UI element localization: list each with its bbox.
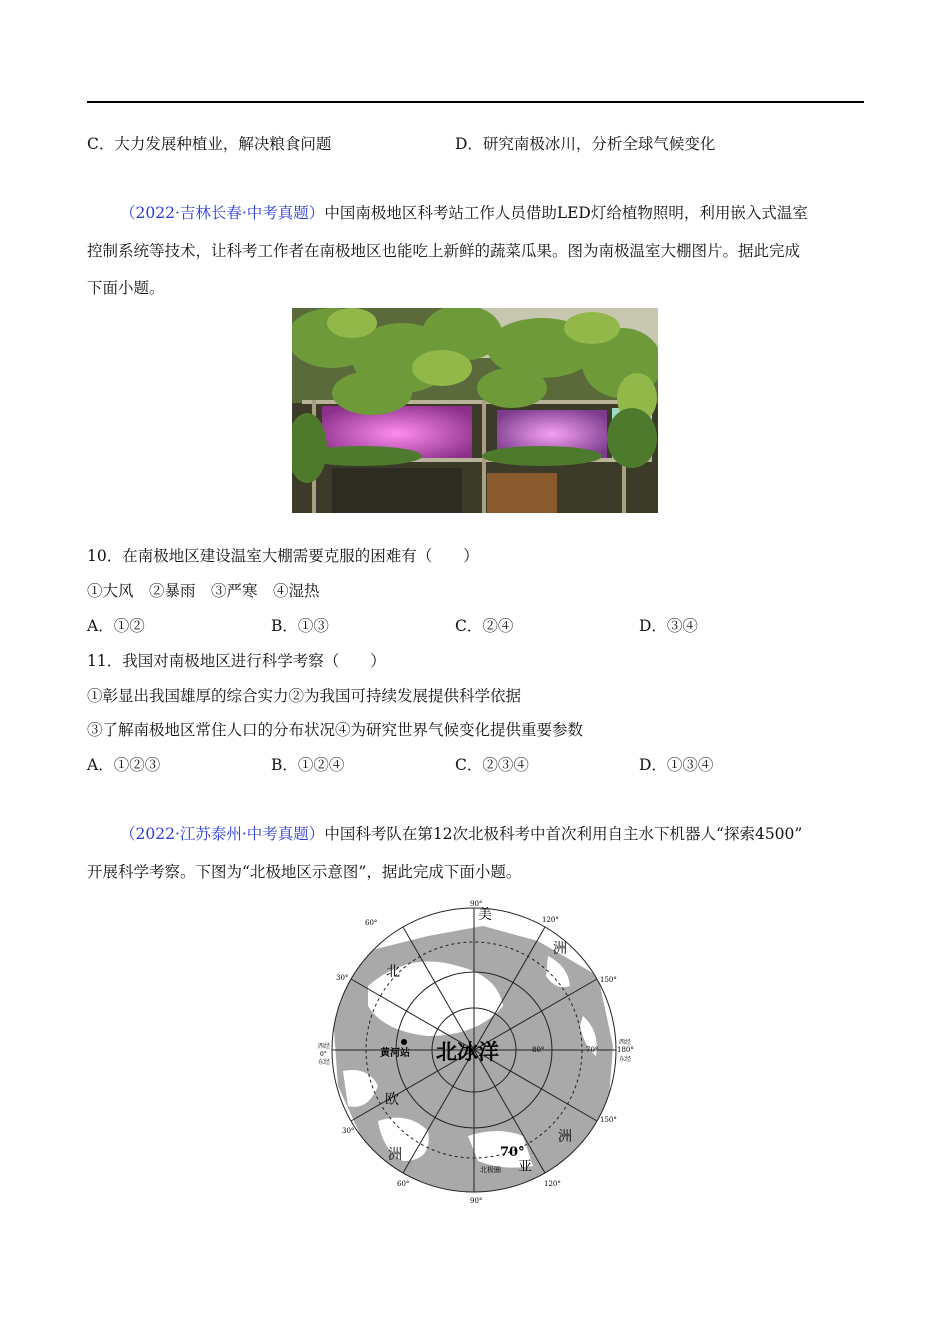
arctic-map (308, 896, 640, 1208)
svg-text:东经: 东经 (619, 1056, 632, 1063)
q10-option-c[interactable]: C．②④ (455, 617, 514, 635)
svg-text:90°: 90° (470, 1197, 483, 1205)
q10-items: ①大风 ②暴雨 ③严寒 ④湿热 (87, 582, 320, 600)
svg-text:150°: 150° (600, 976, 617, 984)
svg-text:洲: 洲 (553, 941, 567, 957)
svg-text:70°: 70° (586, 1046, 599, 1054)
huanghe-station-marker (401, 1039, 407, 1045)
svg-text:西经: 西经 (619, 1039, 632, 1046)
svg-text:洲: 洲 (388, 1147, 402, 1163)
svg-text:30°: 30° (336, 974, 349, 982)
q11-option-c[interactable]: C．②③④ (455, 756, 529, 774)
svg-text:80°: 80° (532, 1046, 545, 1054)
svg-text:北: 北 (386, 964, 400, 980)
q11-option-d[interactable]: D．①③④ (639, 756, 714, 774)
q11-option-b[interactable]: B．①②④ (271, 756, 345, 774)
passage2-line1: （2022·江苏泰州·中考真题）中国科考队在第12次北极科考中首次利用自主水下机器人“探索4500” (120, 825, 803, 843)
option-d: D．研究南极冰川，分析全球气候变化 (455, 135, 716, 153)
passage1-line1: （2022·吉林长春·中考真题）中国南极地区科考站工作人员借助LED灯给植物照明，利用嵌入式温室 (120, 204, 808, 222)
passage1-source: （2022·吉林长春·中考真题） (120, 204, 325, 222)
passage2-source: （2022·江苏泰州·中考真题） (120, 825, 325, 843)
header-rule (87, 101, 864, 103)
q10-option-d[interactable]: D．③④ (639, 617, 698, 635)
svg-text:北极圈: 北极圈 (480, 1166, 501, 1174)
greenhouse-photo (292, 308, 658, 513)
map-station-label: 黄河站 (380, 1048, 410, 1059)
option-c: C．大力发展种植业，解决粮食问题 (87, 135, 332, 153)
svg-text:60°: 60° (365, 919, 378, 927)
svg-text:30°: 30° (342, 1127, 355, 1135)
passage1-line2: 控制系统等技术，让科考工作者在南极地区也能吃上新鲜的蔬菜瓜果。图为南极温室大棚图片。据此完成 (87, 242, 801, 260)
svg-text:亚: 亚 (518, 1159, 532, 1175)
q11-items2: ③了解南极地区常住人口的分布状况④为研究世界气候变化提供重要参数 (87, 721, 584, 739)
svg-text:120°: 120° (544, 1180, 561, 1188)
svg-text:60°: 60° (397, 1180, 410, 1188)
svg-text:90°: 90° (470, 900, 483, 908)
map-ocean-label: 北冰洋 (436, 1039, 499, 1064)
svg-text:180°: 180° (617, 1046, 634, 1054)
svg-text:150°: 150° (600, 1116, 617, 1124)
svg-text:120°: 120° (542, 916, 559, 924)
svg-text:美: 美 (478, 907, 492, 923)
q11-option-a[interactable]: A．①②③ (87, 756, 161, 774)
q11-stem: 11．我国对南极地区进行科学考察（ ） (87, 652, 386, 670)
q11-items1: ①彰显出我国雄厚的综合实力②为我国可持续发展提供科学依据 (87, 687, 522, 705)
q10-option-a[interactable]: A．①② (87, 617, 145, 635)
svg-text:欧: 欧 (385, 1092, 399, 1108)
svg-text:0°: 0° (320, 1051, 327, 1058)
svg-text:西经: 西经 (318, 1043, 331, 1050)
svg-text:70°: 70° (500, 1145, 525, 1160)
passage1-line3: 下面小题。 (87, 279, 165, 297)
q10-stem: 10．在南极地区建设温室大棚需要克服的困难有（ ） (87, 547, 479, 565)
svg-text:东经: 东经 (318, 1059, 331, 1066)
q10-option-b[interactable]: B．①③ (271, 617, 329, 635)
passage2-line2: 开展科学考察。下图为“北极地区示意图”，据此完成下面小题。 (87, 863, 522, 881)
svg-text:洲: 洲 (558, 1129, 572, 1145)
